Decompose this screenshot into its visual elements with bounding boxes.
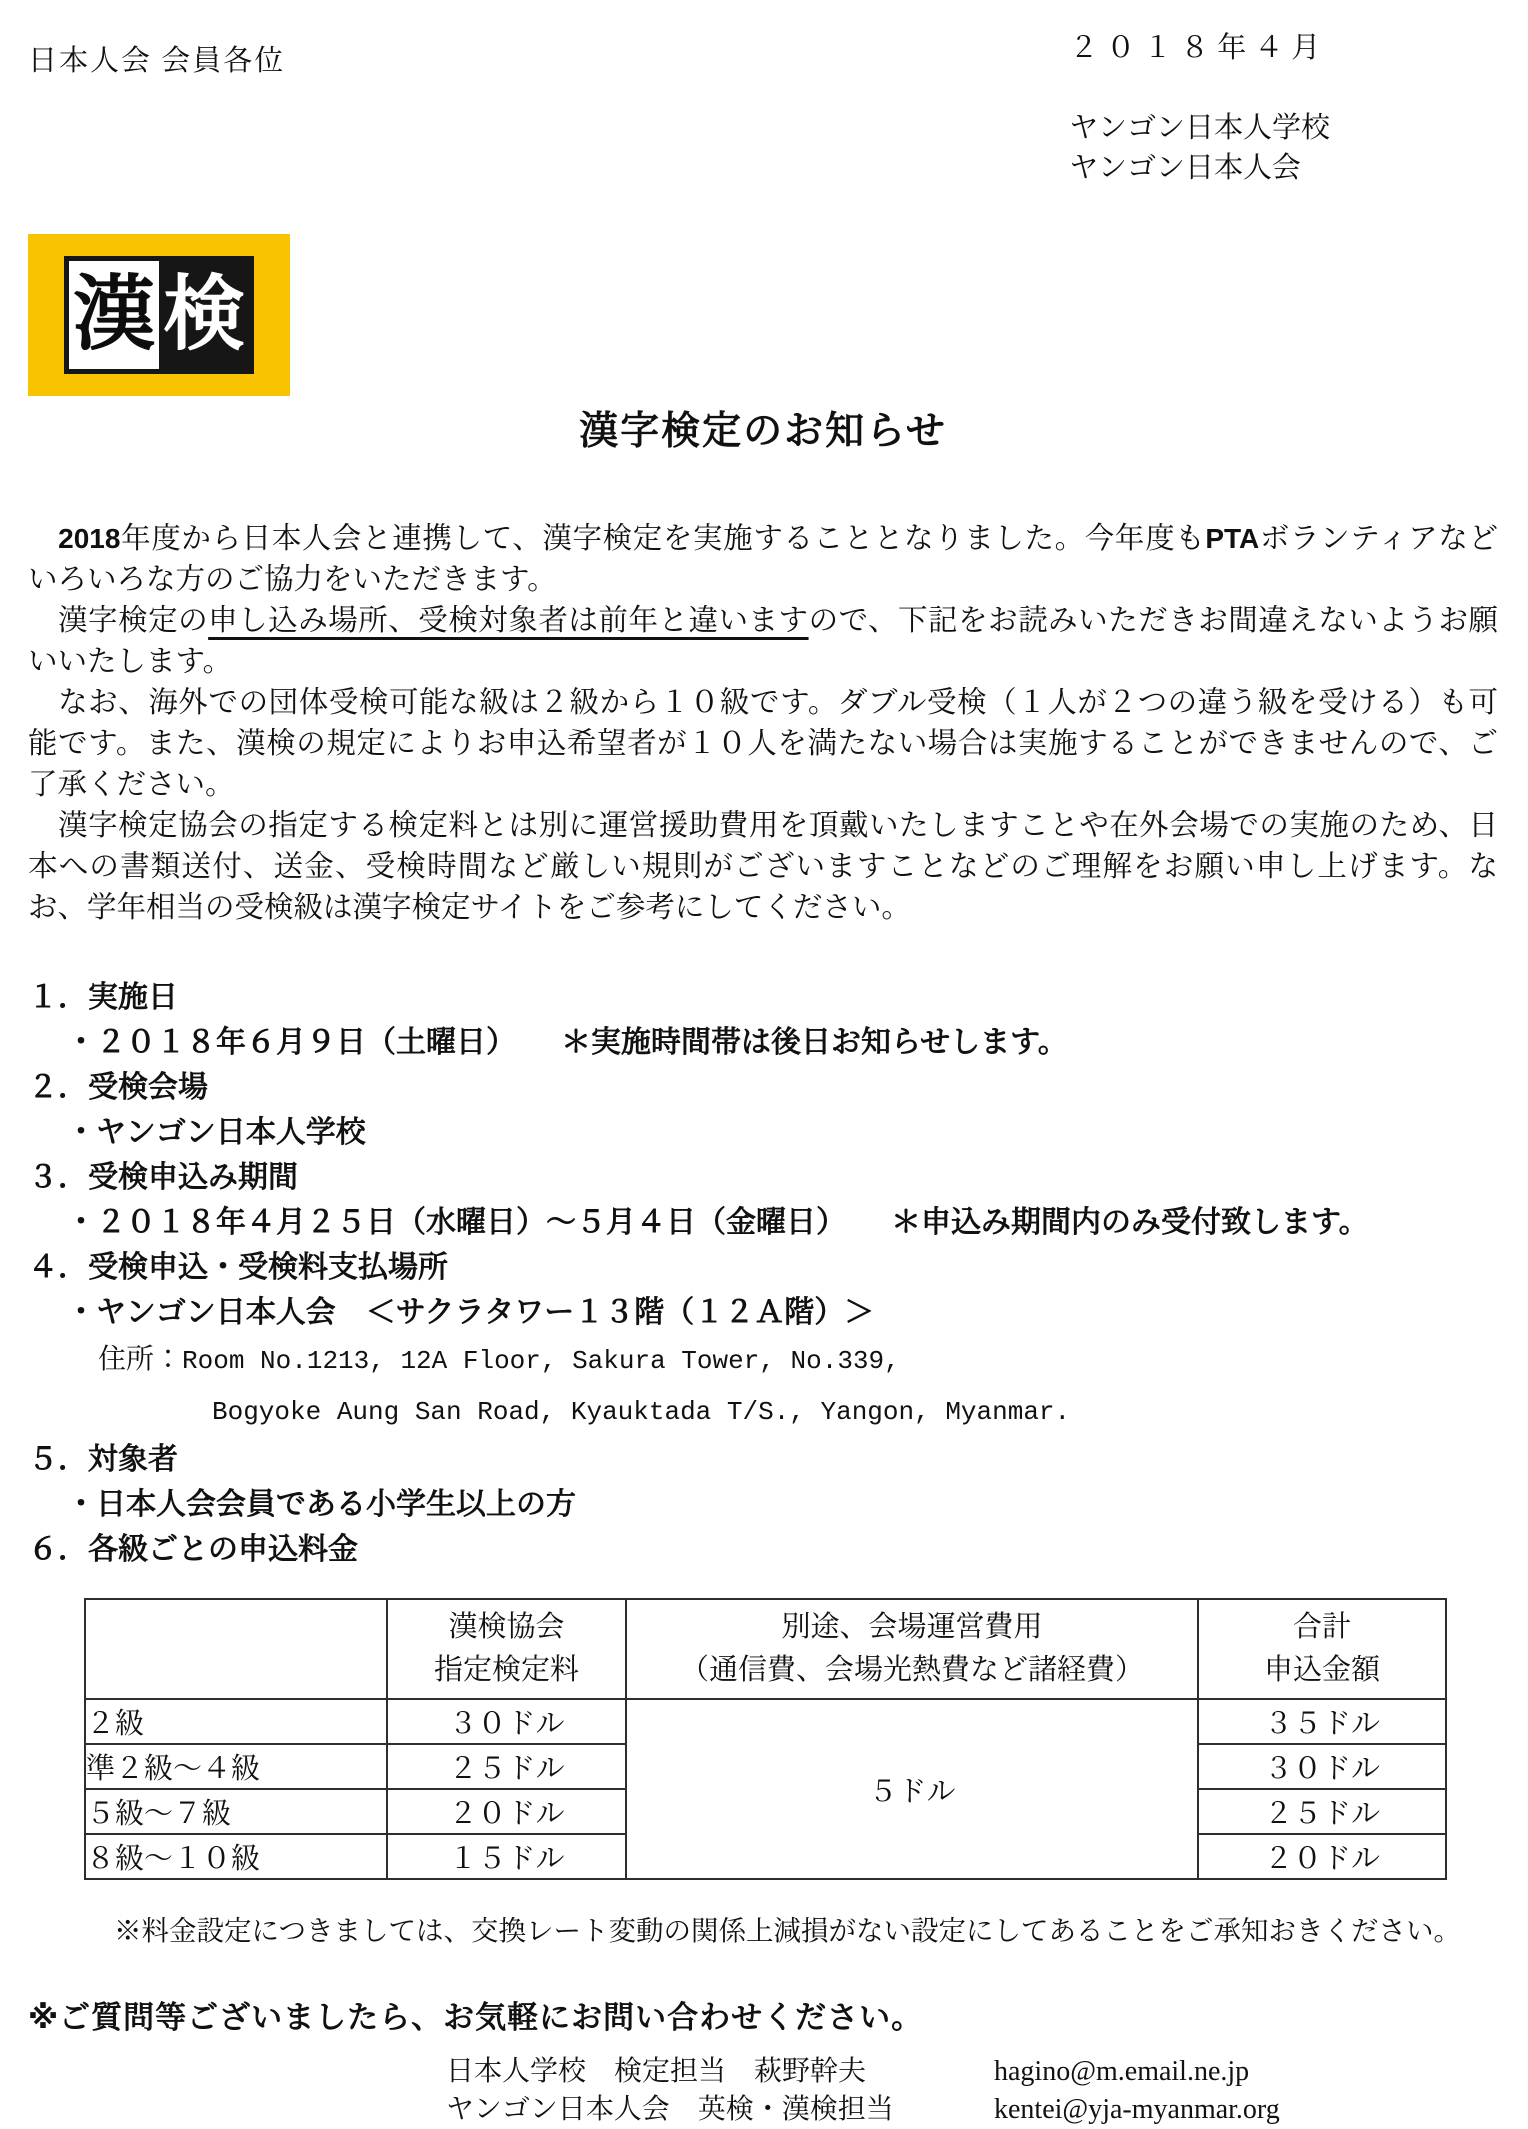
- fee-table-header-extra: [626, 1599, 1198, 1699]
- level-cell: 準２級～４級: [85, 1744, 387, 1789]
- paragraph-1: [28, 518, 1498, 601]
- inquiry-note: ※ご質問等ございましたら、お気軽にお問い合わせください。: [28, 2000, 924, 2035]
- letterhead-row: [28, 28, 1498, 188]
- date-line: ２０１８年４月: [1069, 32, 1329, 64]
- section-3-heading: ３．受検申込み期間: [28, 1161, 298, 1194]
- contact-email: hagino@m.email.ne.jp: [994, 2056, 1250, 2087]
- total-cell: ２５ドル: [1198, 1789, 1446, 1834]
- fee-table-row-grade2: [85, 1699, 1446, 1744]
- section-6-heading: ６．各級ごとの申込料金: [28, 1533, 358, 1566]
- paragraph-1-indent: [28, 523, 58, 555]
- fee-cell: ３０ドル: [387, 1699, 626, 1744]
- total-header-line-1: 合計: [1292, 1611, 1351, 1643]
- paragraph-3: なお、海外での団体受検可能な級は２級から１０級です。ダブル受検（１人が２つの違う級を受ける）も可能です。また、漢検の規定によりお申込希望者が１０人を満たない場合は実施することができませんので、ご了承ください。: [28, 687, 1498, 801]
- contact-row-association: [446, 2091, 1498, 2129]
- page-title: 漢字検定のお知らせ: [579, 410, 947, 453]
- kanken-logo: [28, 234, 290, 396]
- paragraph-4: 漢字検定協会の指定する検定料とは別に運営援助費用を頂戴いたしますことや在外会場での実施のため、日本への書類送付、送金、受検時間など厳しい規則がございますことなどのご理解をお願い申し上げます。なお、学年相当の受検級は漢字検定サイトをご参考にしてください。: [28, 810, 1498, 924]
- extra-header-line-1: 別途、会場運営費用: [781, 1611, 1043, 1643]
- kanken-logo-kan-glyph: 漢: [69, 261, 159, 369]
- recipient-line: 日本人会 会員各位: [28, 45, 286, 77]
- section-4-address-line-1: [98, 1335, 1498, 1386]
- fee-table-header-row: [85, 1599, 1446, 1699]
- body-paragraphs: [28, 518, 1498, 929]
- contact-email: kentei@yja-myanmar.org: [994, 2094, 1280, 2125]
- org-association-line: ヤンゴン日本人会: [1069, 152, 1301, 184]
- section-4-address-line-2: [212, 1386, 1498, 1437]
- fee-cell: ２５ドル: [387, 1744, 626, 1789]
- address-line-2-text: Bogyoke Aung San Road, Kyauktada T/S., Yangon, Myanmar.: [212, 1397, 1071, 1427]
- contact-block: [446, 2053, 1498, 2129]
- fee-table-header-level: [85, 1599, 387, 1699]
- shared-extra-fee-cell: ５ドル: [626, 1699, 1198, 1879]
- section-1-item: ・２０１８年６月９日（土曜日） ＊実施時間帯は後日お知らせします。: [66, 1026, 1068, 1059]
- section-1-heading: １．実施日: [28, 981, 178, 1014]
- total-cell: ２０ドル: [1198, 1834, 1446, 1879]
- fee-header-line-1: 漢検協会: [448, 1611, 565, 1643]
- total-cell: ３０ドル: [1198, 1744, 1446, 1789]
- fee-cell: ２０ドル: [387, 1789, 626, 1834]
- paragraph-1-year: 2018: [58, 523, 121, 554]
- numbered-sections: [28, 975, 1498, 1572]
- fee-note: ※料金設定につきましては、交換レート変動の関係上減損がない設定にしてあることをご承知おきください。: [114, 1915, 1461, 1946]
- section-2-heading: ２．受検会場: [28, 1071, 208, 1104]
- section-3-item: ・２０１８年４月２５日（水曜日）～５月４日（金曜日） ＊申込み期間内のみ受付致します。: [66, 1206, 1369, 1239]
- section-2-item: ・ヤンゴン日本人学校: [66, 1116, 366, 1149]
- level-cell: ８級～１０級: [85, 1834, 387, 1879]
- address-line-1-text: Room No.1213, 12A Floor, Sakura Tower, No.339,: [182, 1346, 900, 1376]
- paragraph-2-text-b: ので、下記をお読みいただきお間違えないようお願いいたします。: [28, 605, 1498, 678]
- level-cell: ５級～７級: [85, 1789, 387, 1834]
- kanken-logo-inner-box: [64, 256, 254, 374]
- fee-table-header-fee: [387, 1599, 626, 1699]
- paragraph-2-text-a: 漢字検定の: [28, 605, 209, 637]
- org-school-line: ヤンゴン日本人学校: [1069, 112, 1330, 144]
- section-5-heading: ５．対象者: [28, 1443, 178, 1476]
- paragraph-1-text-b: ボランティアなどいろいろな方のご協力をいただきます。: [28, 523, 1498, 596]
- section-4-heading: ４．受検申込・受検料支払場所: [28, 1251, 448, 1284]
- contact-name: ヤンゴン日本人会 英検・漢検担当: [446, 2094, 894, 2125]
- paragraph-1-text-a: 年度から日本人会と連携して、漢字検定を実施することとなりました。今年度も: [120, 523, 1206, 555]
- fee-header-line-2: 指定検定料: [433, 1654, 579, 1686]
- fee-table-header-total: [1198, 1599, 1446, 1699]
- letterhead-right: [1069, 28, 1330, 188]
- section-5-item: ・日本人会会員である小学生以上の方: [66, 1488, 576, 1521]
- fee-table: [84, 1598, 1447, 1880]
- paragraph-2-underlined-text: 申し込み場所、受検対象者は前年と違います: [208, 605, 809, 637]
- paragraph-1-pta: PTA: [1205, 523, 1260, 554]
- total-header-line-2: 申込金額: [1263, 1654, 1380, 1686]
- section-4-item: ・ヤンゴン日本人会 ＜サクラタワー１３階（１２Ａ階）＞: [66, 1296, 875, 1329]
- address-label: 住所：: [98, 1344, 183, 1375]
- extra-header-line-2: （通信費、会場光熱費など諸経費）: [679, 1654, 1144, 1686]
- contact-row-school: [446, 2053, 1498, 2091]
- contact-name: 日本人学校 検定担当 萩野幹夫: [446, 2056, 867, 2087]
- level-cell: ２級: [85, 1699, 387, 1744]
- paragraph-2: [28, 601, 1498, 683]
- fee-cell: １５ドル: [387, 1834, 626, 1879]
- total-cell: ３５ドル: [1198, 1699, 1446, 1744]
- kanken-logo-ken-glyph: 検: [159, 261, 249, 369]
